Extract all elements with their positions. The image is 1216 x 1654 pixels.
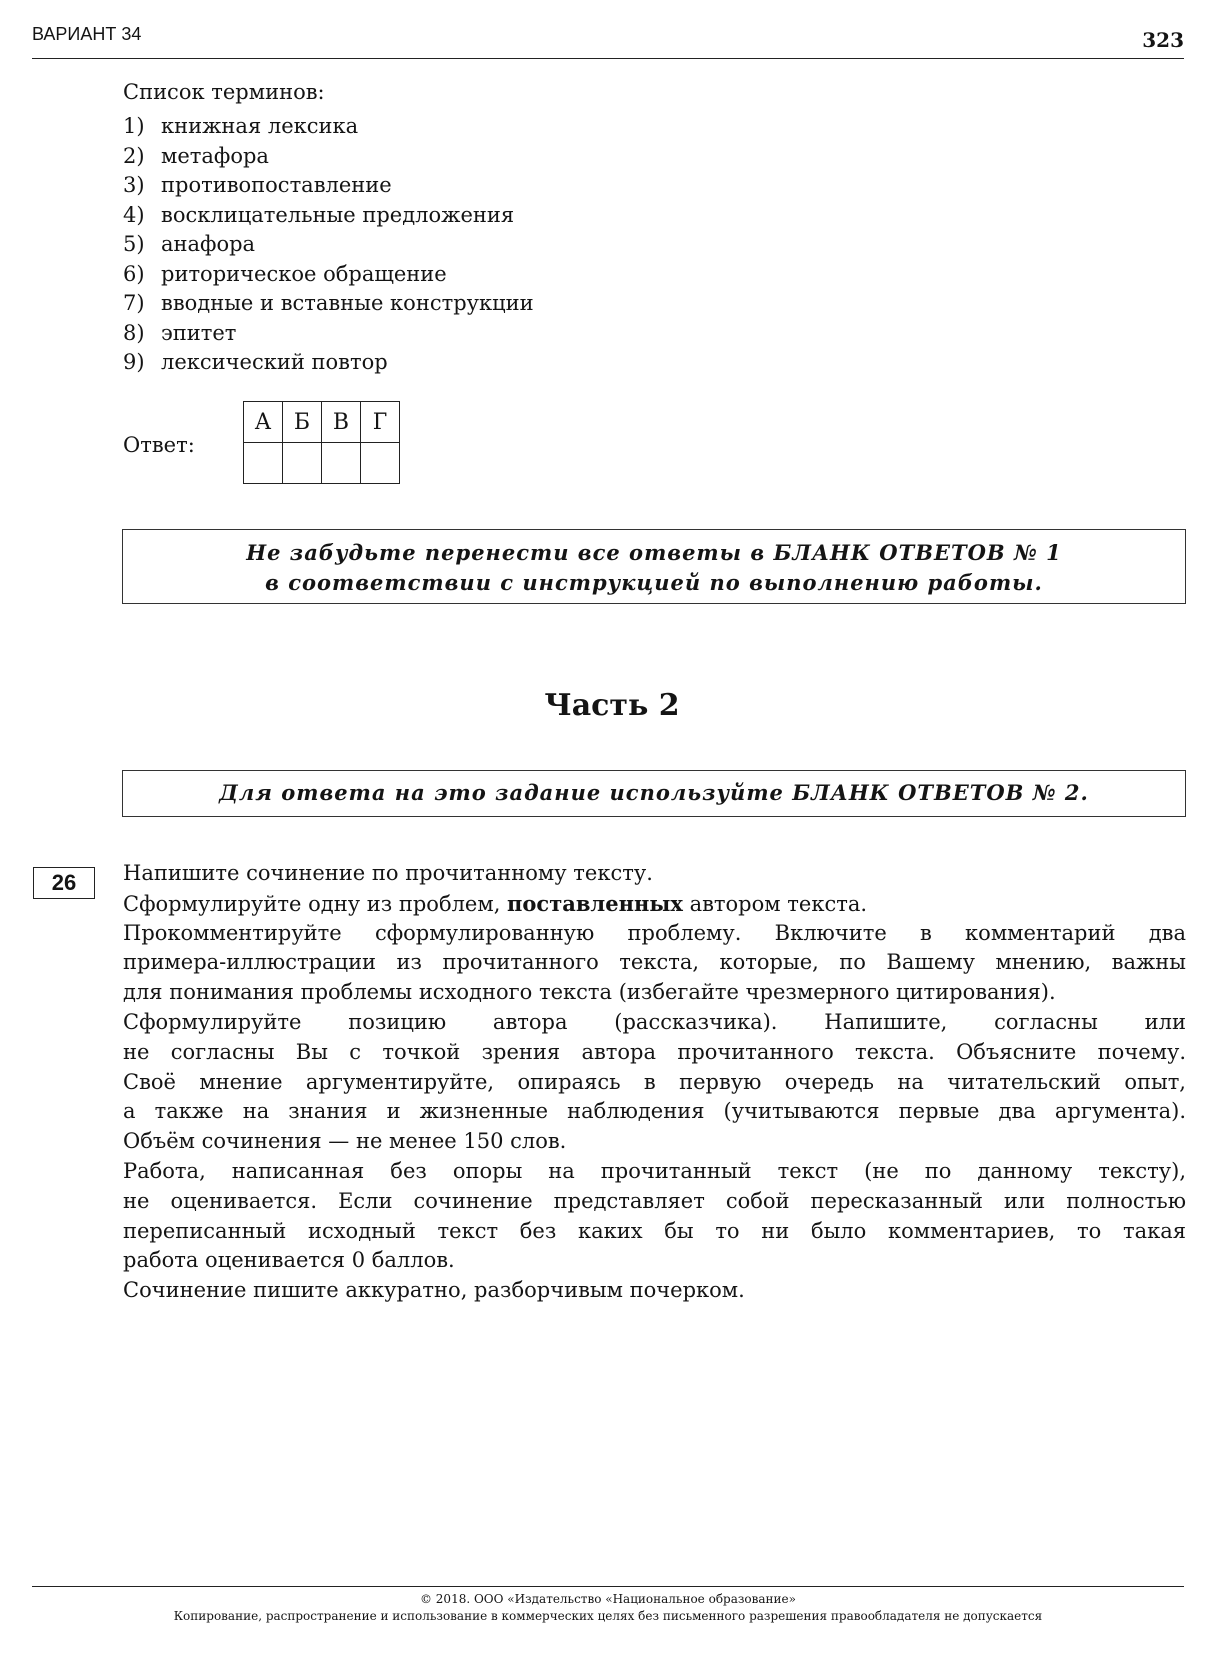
- task-line: Прокомментируйте сформулированную проблему. Включите в комментарий два: [123, 920, 1186, 945]
- page-number: 323: [1142, 28, 1184, 52]
- item-number: 1): [123, 114, 145, 138]
- answer-form-notice: Для ответа на это задание используйте БЛАНК ОТВЕТОВ № 2.: [122, 770, 1186, 817]
- task-line-end: автором текста.: [682, 891, 868, 916]
- list-item: [123, 171, 534, 201]
- answer-cell-v[interactable]: [322, 443, 361, 484]
- task-line: Объём сочинения — не менее 150 слов.: [123, 1129, 567, 1154]
- list-item: [123, 260, 534, 290]
- list-item: [123, 142, 534, 172]
- task-line: а также на знания и жизненные наблюдения (учитываются первые два аргумента).: [123, 1099, 1186, 1124]
- answer-column-g: Г: [361, 402, 400, 443]
- task-line: примера-иллюстрации из прочитанного текста, которые, по Вашему мнению, важны: [123, 950, 1186, 975]
- copyright-notice: Копирование, распространение и использование в коммерческих целях без письменного разрешения правообладателя не допускается: [173, 1609, 1043, 1623]
- answer-label: Ответ:: [123, 433, 195, 457]
- transfer-notice: [122, 529, 1186, 604]
- task-line: не оценивается. Если сочинение представляет собой пересказанный или полностью: [123, 1188, 1186, 1213]
- notice-line: Не забудьте перенести все ответы в БЛАНК ОТВЕТОВ № 1: [246, 540, 1062, 565]
- section-title: Часть 2: [544, 688, 680, 723]
- answer-cell-a[interactable]: [244, 443, 283, 484]
- task-line: Сформулируйте позицию автора (рассказчика). Напишите, согласны или: [123, 1009, 1186, 1034]
- copyright: © 2018. ООО «Издательство «Национальное образование»: [419, 1592, 796, 1606]
- list-item: [123, 319, 534, 349]
- item-text: эпитет: [161, 320, 237, 345]
- notice-line: в соответствии с инструкцией по выполнению работы.: [265, 570, 1043, 595]
- item-number: 8): [123, 320, 145, 345]
- item-text: лексический повтор: [161, 350, 388, 374]
- list-item: [123, 201, 534, 231]
- task-line: для понимания проблемы исходного текста (избегайте чрезмерного цитирования).: [123, 980, 1056, 1005]
- task-line: Своё мнение аргументируйте, опираясь в первую очередь на читательский опыт,: [123, 1069, 1186, 1094]
- answer-cell-b[interactable]: [283, 443, 322, 484]
- answer-cell-g[interactable]: [361, 443, 400, 484]
- list-item: [123, 289, 534, 319]
- answer-input-row: [244, 443, 400, 484]
- list-item: [123, 112, 534, 142]
- item-text: противопоставление: [161, 173, 392, 197]
- terms-title: Список терминов:: [123, 80, 325, 104]
- task-line: [123, 889, 1186, 919]
- answer-grid: [243, 401, 400, 484]
- item-text: метафора: [161, 143, 269, 168]
- task-line-start: Сформулируйте одну из проблем,: [123, 891, 508, 916]
- item-text: анафора: [161, 232, 256, 256]
- task-number-badge: 26: [33, 867, 95, 899]
- item-number: 9): [123, 350, 145, 374]
- page-header: [32, 24, 1184, 59]
- list-item: [123, 348, 534, 378]
- item-number: 6): [123, 261, 145, 286]
- variant-title: ВАРИАНТ 34: [32, 24, 142, 44]
- item-number: 5): [123, 232, 145, 256]
- answer-column-b: Б: [283, 402, 322, 443]
- item-number: 7): [123, 291, 145, 315]
- terms-list: [123, 112, 534, 378]
- list-item: [123, 230, 534, 260]
- answer-column-a: А: [244, 402, 283, 443]
- task-line: Сочинение пишите аккуратно, разборчивым почерком.: [123, 1278, 745, 1303]
- task-line: не согласны Вы с точкой зрения автора прочитанного текста. Объясните почему.: [123, 1039, 1186, 1064]
- item-number: 2): [123, 143, 145, 168]
- item-number: 3): [123, 173, 145, 197]
- answer-header-row: [244, 402, 400, 443]
- item-text: книжная лексика: [161, 114, 359, 138]
- bold-word: поставленных: [507, 890, 683, 916]
- task-line: работа оценивается 0 баллов.: [123, 1248, 455, 1273]
- item-text: вводные и вставные конструкции: [161, 291, 534, 315]
- task-line: Работа, написанная без опоры на прочитанный текст (не по данному тексту),: [123, 1158, 1186, 1183]
- task-line: переписанный исходный текст без каких бы то ни было комментариев, то такая: [123, 1218, 1186, 1243]
- task-line: Напишите сочинение по прочитанному тексту.: [123, 861, 653, 885]
- page-footer: [32, 1586, 1184, 1625]
- item-number: 4): [123, 202, 145, 227]
- task-text: [123, 859, 1186, 1306]
- item-text: восклицательные предложения: [161, 202, 515, 227]
- item-text: риторическое обращение: [161, 261, 447, 286]
- answer-column-v: В: [322, 402, 361, 443]
